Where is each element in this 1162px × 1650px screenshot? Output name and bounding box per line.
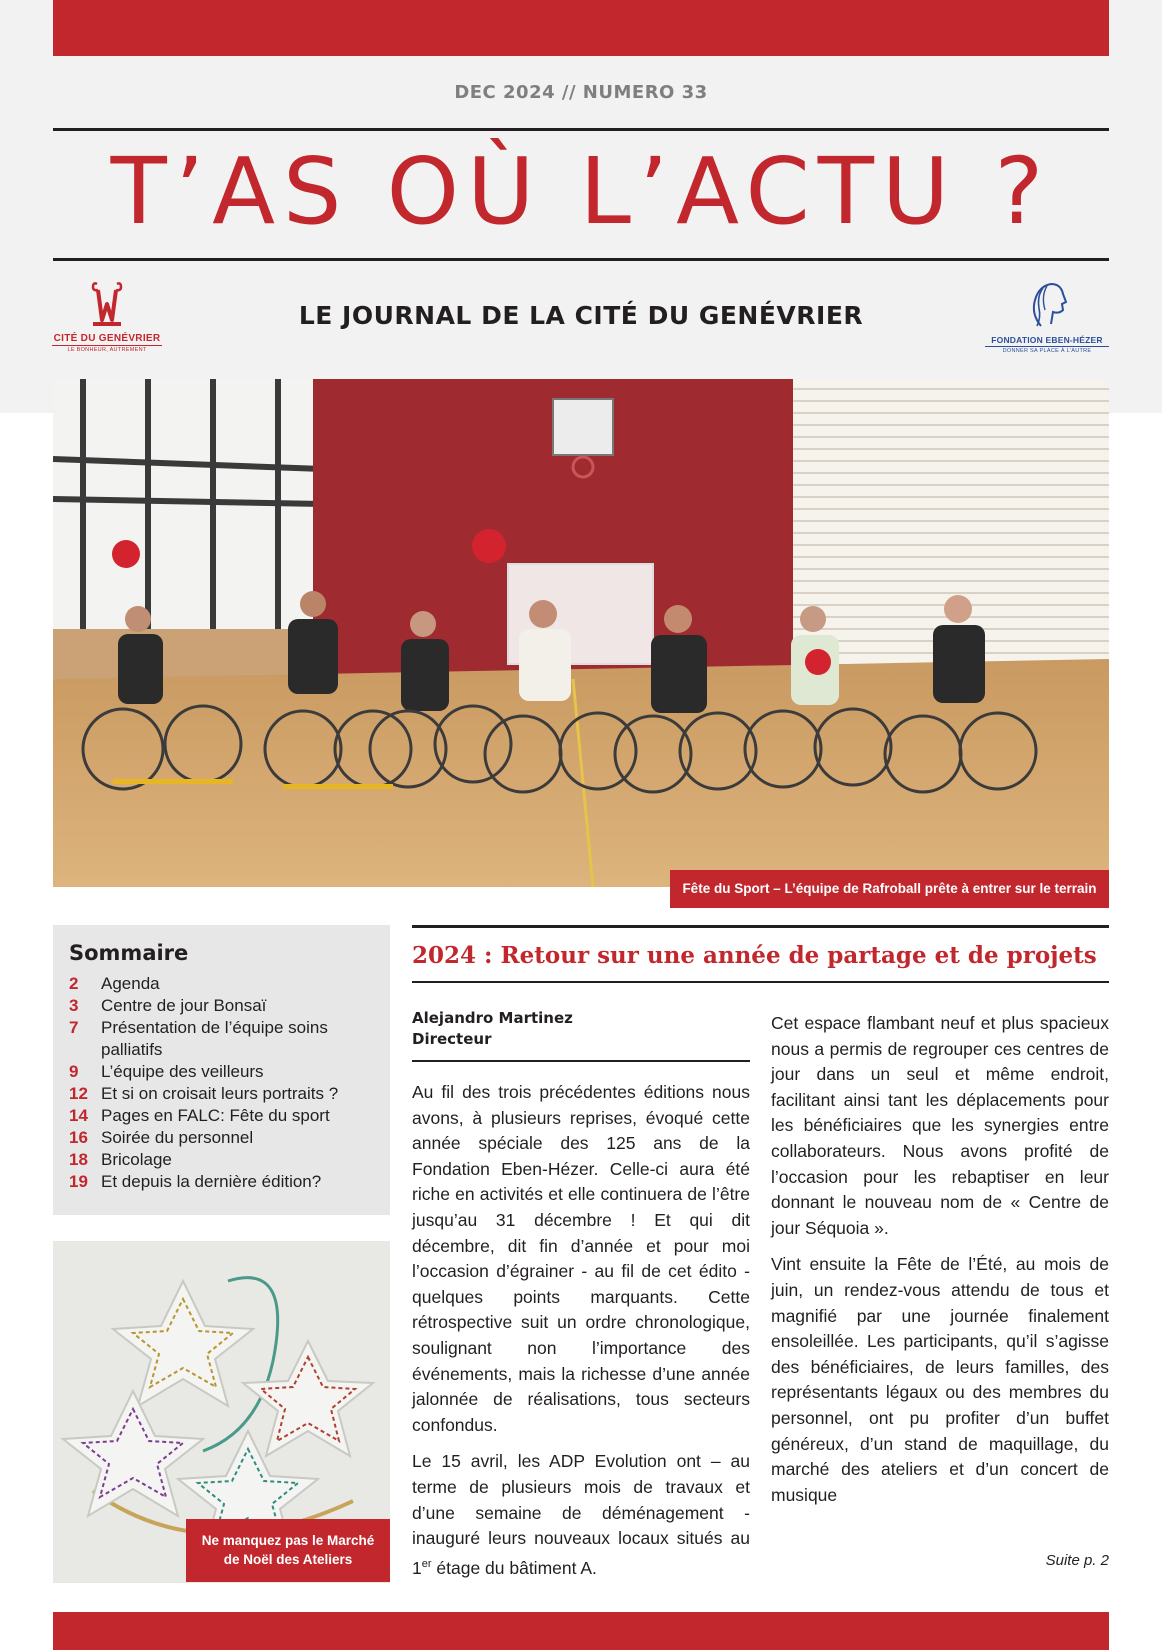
hero-photo bbox=[53, 379, 1109, 887]
journal-subtitle: LE JOURNAL DE LA CITÉ DU GENÉVRIER bbox=[298, 301, 864, 330]
article-paragraph: Cet espace flambant neuf et plus spacieux nous a permis de regrouper ces centres de jour dans un seul et même endroit, facilitant ainsi tant les déplacements pour les bénéficiaires que les synergies entre collaborateurs. Nous avons profité de l’occasion pour les rebaptiser en leur donnant le nouveau nom de « Centre de jour Séquoia ». bbox=[771, 1013, 1109, 1238]
toc-page-number: 3 bbox=[69, 996, 79, 1015]
toc-item[interactable] bbox=[69, 1127, 374, 1149]
issue-line: DEC 2024 // NUMERO 33 bbox=[454, 82, 708, 103]
toc-item[interactable] bbox=[69, 973, 374, 995]
gym-team-photo bbox=[53, 379, 1109, 887]
toc-title: Agenda bbox=[101, 974, 160, 993]
toc-page-number: 9 bbox=[69, 1062, 79, 1081]
toc-page-number: 14 bbox=[69, 1106, 88, 1125]
toc-page-number: 12 bbox=[69, 1084, 88, 1103]
toc-item[interactable] bbox=[69, 1171, 374, 1193]
continued-link[interactable]: Suite p. 2 bbox=[1045, 1552, 1109, 1569]
toc-title: Pages en FALC: Fête du sport bbox=[101, 1106, 330, 1125]
author-rule bbox=[412, 1060, 750, 1062]
left-logo-name: CITÉ DU GENÉVRIER bbox=[53, 333, 161, 344]
article-paragraph bbox=[412, 1449, 750, 1581]
article-column-1 bbox=[412, 1080, 750, 1592]
toc-title: Bricolage bbox=[101, 1150, 172, 1169]
toc-item[interactable] bbox=[69, 995, 374, 1017]
toc-page-number: 2 bbox=[69, 974, 79, 993]
left-logo-tagline: LE BONHEUR, AUTREMENT bbox=[52, 345, 162, 353]
masthead-title: T’AS OÙ L’ACTU ? bbox=[110, 138, 1052, 245]
masthead-top-rule bbox=[53, 128, 1109, 131]
article-column-2 bbox=[771, 1011, 1109, 1519]
article-author bbox=[412, 1008, 750, 1050]
promo-line-1: Ne manquez pas le Marché bbox=[201, 1533, 375, 1548]
toc-page-number: 19 bbox=[69, 1172, 88, 1191]
toc-item[interactable] bbox=[69, 1105, 374, 1127]
toc-title: Et depuis la dernière édition? bbox=[101, 1172, 322, 1191]
article-text: étage du bâtiment A. bbox=[431, 1557, 597, 1578]
superscript: er bbox=[421, 1557, 432, 1570]
right-logo-name: FONDATION EBEN-HÉZER bbox=[991, 335, 1103, 345]
top-red-bar bbox=[53, 0, 1109, 56]
toc-page-number: 7 bbox=[69, 1018, 79, 1037]
article-paragraph: Au fil des trois précédentes éditions nous avons, à plusieurs reprises, évoqué cette année spéciale des 125 ans de la Fondation Eben-Hézer. Celle-ci aura été riche en activités et elle continuera de l’être jusqu’au 31 décembre ! Et qui dit décembre, dit fin d’année et pour moi l’occasion d’égrainer - au fil de cet édito - quelques points marquants. Cette rétrospective suit un ordre chronologique, soulignant non l’importance des événements, mais la richesse d’une année jalonnée de réalisations, tous secteurs confondus. bbox=[412, 1082, 750, 1435]
article-paragraph: Vint ensuite la Fête de l’Été, au mois de juin, un rendez-vous attendu de tous et magnifié par une journée finalement ensoleillée. Les participants, qu’il s’agisse des bénéficiaires, de leurs familles, des représentants légaux ou des membres du personnel, ont pu profiter d’un buffet généreux, d’un stand de maquillage, du marché des ateliers et d’un concert de musique bbox=[771, 1254, 1109, 1505]
article-text: Le 15 avril, les ADP Evolution ont – au terme de plusieurs mois de travaux et d’une semaine de déménagement - inauguré leurs nouveaux locaux situés au 1 bbox=[412, 1451, 750, 1578]
headline-bottom-rule bbox=[412, 981, 1109, 983]
masthead-bottom-rule bbox=[53, 258, 1109, 261]
toc-item[interactable] bbox=[69, 1017, 374, 1061]
toc-item[interactable] bbox=[69, 1083, 374, 1105]
toc-page-number: 16 bbox=[69, 1128, 88, 1147]
sommaire-box bbox=[53, 925, 390, 1215]
article-headline: 2024 : Retour sur une année de partage et de projets bbox=[412, 942, 1097, 969]
profile-face-icon bbox=[1023, 280, 1071, 330]
toc-title: Présentation de l’équipe soins palliatifs bbox=[101, 1018, 328, 1059]
toc-title: Soirée du personnel bbox=[101, 1128, 254, 1147]
right-logo-tagline: DONNER SA PLACE À L’AUTRE bbox=[985, 346, 1109, 354]
author-name: Alejandro Martinez bbox=[412, 1009, 573, 1027]
toc-title: Centre de jour Bonsaï bbox=[101, 996, 267, 1015]
article-top-rule bbox=[412, 925, 1109, 928]
toc-page-number: 18 bbox=[69, 1150, 88, 1169]
promo-line-2: de Noël des Ateliers bbox=[223, 1552, 353, 1567]
promo-caption bbox=[186, 1519, 390, 1582]
toc-title: Et si on croisait leurs portraits ? bbox=[101, 1084, 339, 1103]
hero-caption: Fête du Sport – L’équipe de Rafroball prête à entrer sur le terrain bbox=[670, 870, 1109, 908]
bottom-red-bar bbox=[53, 1612, 1109, 1650]
toc-item[interactable] bbox=[69, 1061, 374, 1083]
fondation-eben-hezer-logo bbox=[985, 280, 1109, 354]
author-role: Directeur bbox=[412, 1030, 492, 1048]
toc-title: L’équipe des veilleurs bbox=[101, 1062, 264, 1081]
toc-item[interactable] bbox=[69, 1149, 374, 1171]
sommaire-title: Sommaire bbox=[69, 941, 189, 965]
